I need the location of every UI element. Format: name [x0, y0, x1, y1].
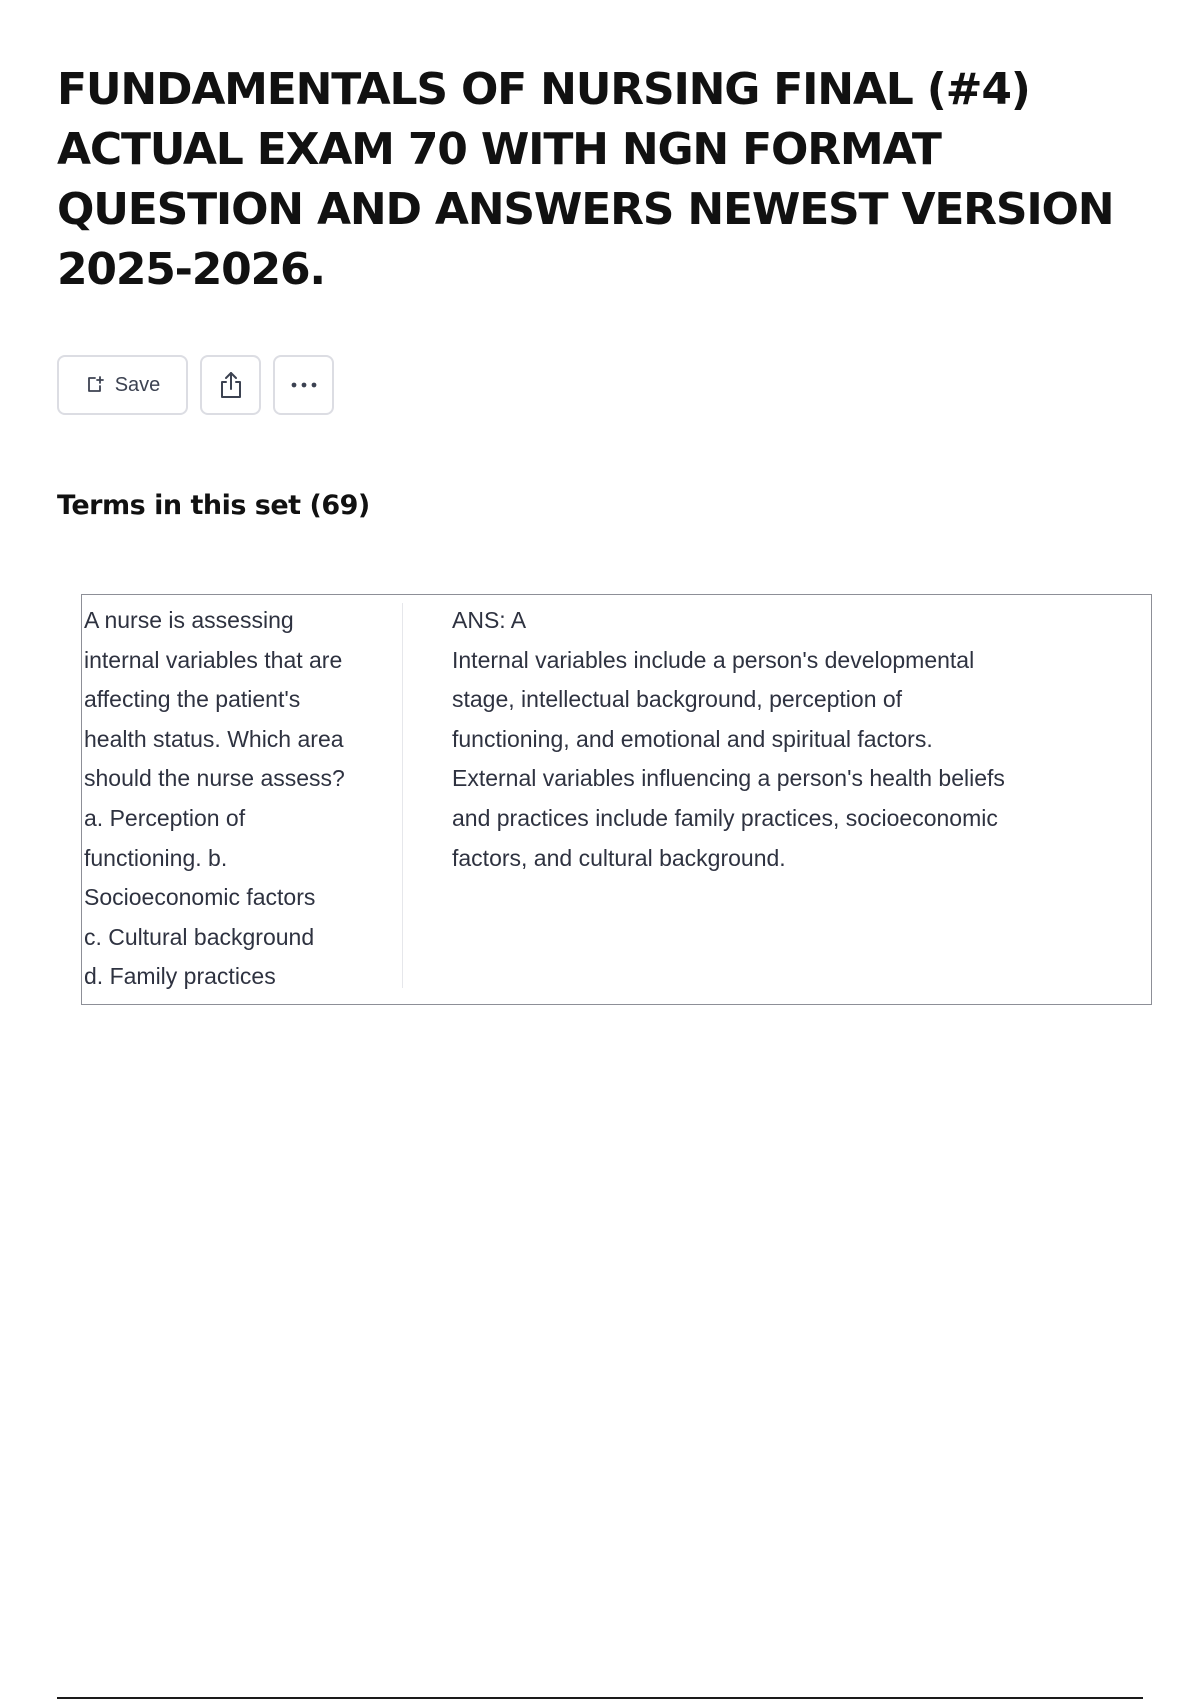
term-line: internal variables that are	[84, 646, 343, 673]
term-line: d. Family practices	[84, 963, 276, 990]
page-title	[57, 60, 1147, 300]
definition-line: Internal variables include a person's developmental	[452, 646, 975, 673]
term-text	[84, 601, 394, 997]
page-title-line: 2025-2026.	[57, 244, 325, 295]
share-button[interactable]	[200, 355, 261, 415]
term-line: should the nurse assess?	[84, 765, 345, 792]
share-icon	[217, 370, 245, 400]
definition-line: External variables influencing a person's health beliefs	[452, 765, 1005, 792]
page-title-line: ACTUAL EXAM 70 WITH NGN FORMAT	[57, 124, 941, 175]
term-line: Socioeconomic factors	[84, 884, 316, 911]
definition-line: functioning, and emotional and spiritual factors.	[452, 725, 933, 752]
more-options-button[interactable]	[273, 355, 334, 415]
definition-text	[452, 601, 1112, 878]
set-toolbar	[57, 355, 334, 415]
term-line: c. Cultural background	[84, 923, 315, 950]
term-line: a. Perception of	[84, 804, 246, 831]
card-divider	[402, 603, 403, 988]
term-line: functioning. b.	[84, 844, 228, 871]
page-bottom-divider	[57, 1697, 1143, 1699]
save-button[interactable]	[57, 355, 188, 415]
definition-line: and practices include family practices, socioeconomic	[452, 804, 998, 831]
term-card[interactable]	[81, 594, 1152, 1005]
definition-line: ANS: A	[452, 607, 527, 633]
page-title-line: QUESTION AND ANSWERS NEWEST VERSION	[57, 184, 1114, 235]
save-button-label: Save	[114, 373, 161, 396]
definition-line: factors, and cultural background.	[452, 844, 786, 871]
definition-line: stage, intellectual background, perception of	[452, 686, 903, 713]
more-options-icon	[290, 381, 318, 389]
term-line: A nurse is assessing	[84, 607, 294, 633]
save-set-icon	[85, 375, 105, 395]
page-title-line: FUNDAMENTALS OF NURSING FINAL (#4)	[57, 64, 1030, 115]
terms-heading: Terms in this set (69)	[57, 490, 370, 521]
term-line: affecting the patient's	[84, 686, 301, 713]
term-line: health status. Which area	[84, 725, 344, 752]
